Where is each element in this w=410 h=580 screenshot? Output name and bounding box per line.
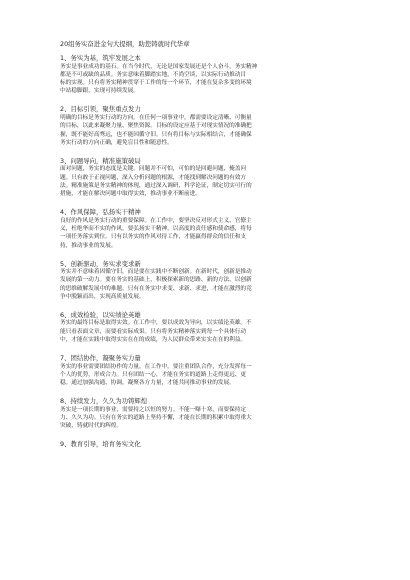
section-list <box>60 54 355 449</box>
section-body-line: 突破，铸就时代的辉煌。 <box>60 423 123 430</box>
section-9 <box>60 440 355 449</box>
section-body-line: 握，既不能好高骛远，也不能因循守旧。只有将目标与实际相结合，才能确保 <box>60 131 252 138</box>
section-4 <box>60 208 355 250</box>
section-body-line: 题。只有敢于正视问题，深入分析问题的根源，才能找到解决问题的有效方 <box>60 174 247 181</box>
section-body-line: 务实是一项长期的事业，需要持之以恒的努力。不能一曝十寒，而要保持定 <box>60 406 247 413</box>
section-body-line: 务实的最终目标是取得实效。在工作中，要以成效为导向，以实绩论英雄。不 <box>60 320 252 327</box>
section-body-line: 能只看表面文章，而要看实际成果。只有将务实精神落实到每一个具体行动 <box>60 328 247 335</box>
section-5 <box>60 260 355 302</box>
section-body-line: 的目标，以此来凝聚力量、聚焦资源。目标的设定应基于对现实情况的准确把 <box>60 123 252 130</box>
section-body-line: 个人的优势，形成合力。只有团结一心，才能在务实的道路上走得更远、更 <box>60 371 247 378</box>
section-7 <box>60 354 355 387</box>
section-6 <box>60 311 355 344</box>
section-heading: 1、务实为基，筑牢发展之本 <box>60 54 141 62</box>
section-body-line: 措施，才能在解决问题中取得实效，推动事业不断前进。 <box>60 191 201 198</box>
section-body-line: 务实是事业成功的基石。在当今时代，无论是国家发展还是个人奋斗，务实精神 <box>60 63 258 70</box>
section-body-line: 的思维破解发展中的难题。只有在务实中求变、求新、求进，才能在激烈的竞 <box>60 285 252 292</box>
section-body-line: 力、久久为功。只有在务实的道路上坚持不懈，才能在长期的积累中取得重大 <box>60 414 252 421</box>
section-2 <box>60 105 355 147</box>
section-body-line: 持，推动事业的发展。 <box>60 242 117 249</box>
section-heading: 6、成效检验，以实绩论英雄 <box>60 310 141 319</box>
section-heading: 7、团结协作，凝聚务实力量 <box>60 353 141 362</box>
section-body-line: 务实行动的方向正确，避免盲目性和随意性。 <box>60 139 173 146</box>
section-body-line: 争中脱颖而出，实现高质量发展。 <box>60 293 145 300</box>
section-body-line: 中站稳脚跟，实现可持续发展。 <box>60 88 139 95</box>
section-body-line: 务实并不意味着因循守旧，而是要在实践中不断创新。在新时代，创新是推动 <box>60 269 252 276</box>
section-body-line: 良好的作风是务实行动的重要保障。在工作中，要坚决反对形式主义、官僚主 <box>60 217 252 224</box>
section-heading: 2、目标引领，聚焦重点发力 <box>60 105 141 114</box>
section-body-line: 中，才能在实践中取得实实在在的成绩，为人民群众带来实实在在的利益。 <box>60 337 247 344</box>
section-3 <box>60 157 355 199</box>
section-heading: 8、持续发力，久久为功铸辉煌 <box>60 397 148 406</box>
section-body-line: 一项任务落实到位。只有以务实的作风对待工作，才能赢得群众的信任和支 <box>60 234 247 241</box>
section-body-line: 稳。通过加强沟通、协调，凝聚各方力量，才能共同推动事业的发展。 <box>60 380 235 387</box>
section-heading: 4、作风保障，弘扬实干精神 <box>60 208 141 217</box>
section-body-line: 都是不可或缺的品质。务实意味着脚踏实地，不尚空谈，以实际行动推动目 <box>60 71 247 78</box>
section-body-line: 法。精准施策是务实精神的体现，通过深入调研、科学论证，制定切实可行的 <box>60 182 252 189</box>
section-heading: 3、问题导向，精准施策破局 <box>60 156 141 165</box>
section-1 <box>60 54 355 96</box>
section-heading: 5、创新驱动，务实求变求新 <box>60 259 141 268</box>
section-body-line: 义，杜绝华而不实的作风。要弘扬实干精神，以高度的责任感和使命感，将每 <box>60 226 252 233</box>
section-body-line: 面对问题，务实的态度是关键。问题并不可怕，可怕的是回避问题、掩盖问 <box>60 166 247 173</box>
section-heading: 9、教育引导，培育务实文化 <box>60 440 141 449</box>
section-body-line: 发展的第一动力。要在务实的基础上，积极探索新的思路、新的方法，以创新 <box>60 277 252 284</box>
section-8 <box>60 397 355 430</box>
document-title: 20组务实奋进金句大提纲，助您铸就时代华章 <box>60 40 190 48</box>
section-body-line: 明确的目标是务实行动的方向。在任何一项事业中，都需要设定清晰、可衡量 <box>60 114 252 121</box>
section-body-line: 务实的事业需要团结协作的力量。在工作中，要注重团队合作，充分发挥每一 <box>60 363 252 370</box>
section-body-line: 标的实现。只有将务实精神贯穿于工作的每一个环节，才能在复杂多变的环境 <box>60 80 252 87</box>
